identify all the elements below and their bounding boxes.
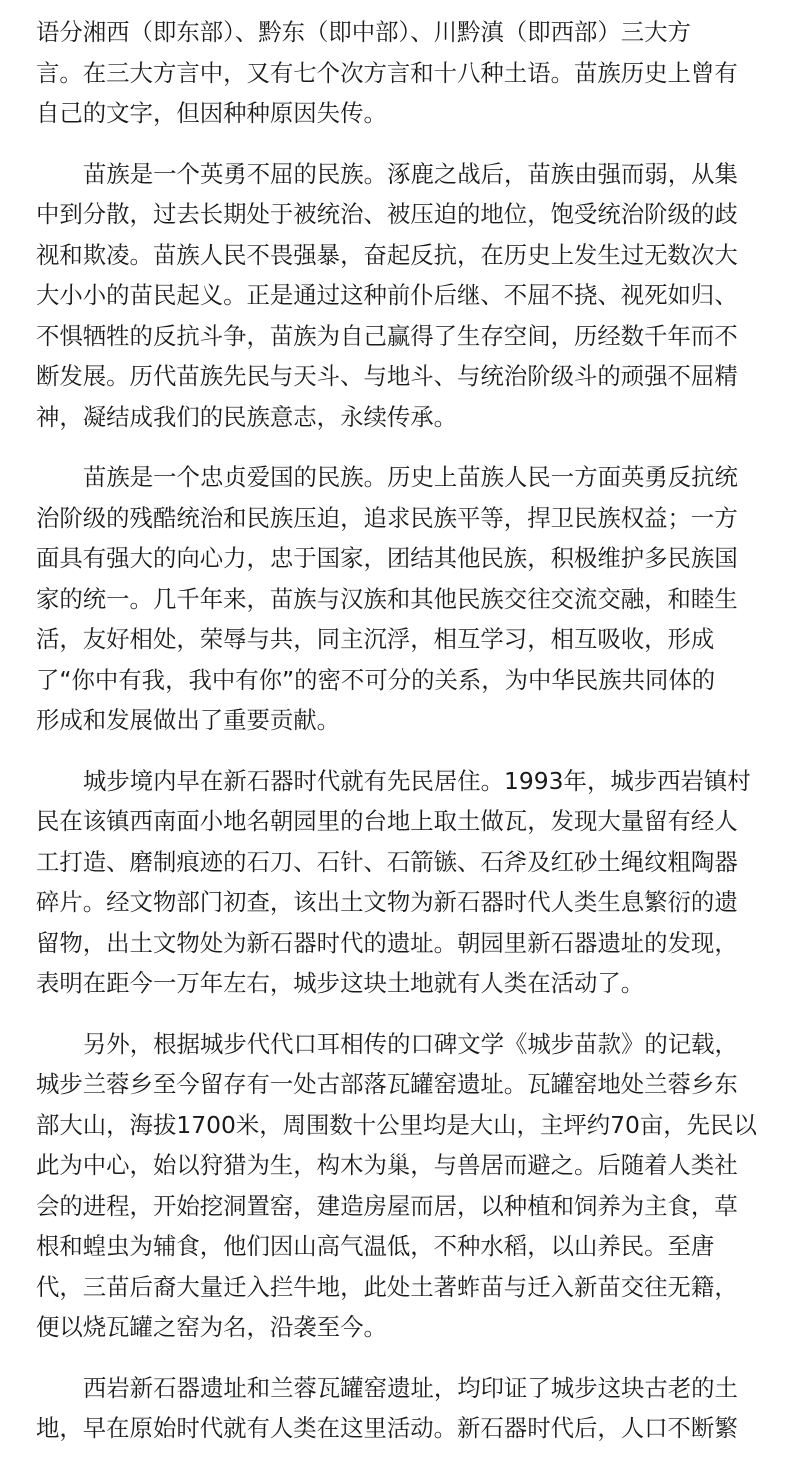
text-line: 地，早在原始时代就有人类在这里活动。新石器时代后，人口不断繁 bbox=[36, 1414, 738, 1442]
text-line: 不惧牺牲的反抗斗争，苗族为自己赢得了生存空间，历经数千年而不 bbox=[36, 321, 738, 350]
text-line: 碎片。经文物部门初查，该出土文物为新石器时代人类生息繁衍的遗 bbox=[36, 888, 738, 916]
paragraph bbox=[36, 457, 766, 741]
text-line: 视和欺凌。苗族人民不畏强暴，奋起反抗，在历史上发生过无数次大 bbox=[36, 240, 738, 269]
text-line: 城步境内早在新石器时代就有先民居住。1993年，城步西岩镇村 bbox=[83, 766, 751, 795]
text-line: 部大山，海拔1700米，周围数十公里均是大山，主坪约70亩，先民以 bbox=[36, 1110, 757, 1139]
text-line: 形成和发展做出了重要贡献。 bbox=[36, 706, 341, 734]
text-line: 工打造、磨制痕迹的石刀、石针、石箭镞、石斧及红砂土绳纹粗陶器 bbox=[36, 847, 738, 876]
paragraph bbox=[36, 1024, 766, 1348]
text-line: 民在该镇西南面小地名朝园里的台地上取土做瓦，发现大量留有经人 bbox=[36, 807, 738, 835]
text-line: 自己的文字，但因种种原因失传。 bbox=[36, 99, 387, 127]
text-line: 大小小的苗民起义。正是通过这种前仆后继、不屈不挠、视死如归、 bbox=[36, 281, 738, 309]
text-line: 苗族是一个英勇不屈的民族。涿鹿之战后，苗族由强而弱，从集 bbox=[83, 159, 738, 188]
text-line: 语分湘西（即东部）、黔东（即中部）、川黔滇（即西部）三大方 bbox=[36, 18, 691, 46]
text-line: 代，三苗后裔大量迁入拦牛地，此处土著蚱苗与迁入新苗交往无籍， bbox=[36, 1272, 738, 1301]
text-line: 神，凝结成我们的民族意志，永续传承。 bbox=[36, 402, 458, 431]
paragraph bbox=[36, 761, 766, 1004]
text-line: 会的进程，开始挖洞置窑，建造房屋而居，以种植和饲养为主食，草 bbox=[36, 1191, 738, 1220]
text-line: 面具有强大的向心力，忠于国家，团结其他民族，积极维护多民族国 bbox=[36, 544, 738, 572]
text-line: 家的统一。几千年来，苗族与汉族和其他民族交往交流交融，和睦生 bbox=[36, 584, 738, 613]
text-line: 言。在三大方言中，又有七个次方言和十八种土语。苗族历史上曾有 bbox=[36, 58, 738, 87]
text-line: 苗族是一个忠贞爱国的民族。历史上苗族人民一方面英勇反抗统 bbox=[83, 463, 738, 491]
text-line: 根和蝗虫为辅食，他们因山高气温低，不种水稻，以山养民。至唐 bbox=[36, 1232, 715, 1260]
text-line: 断发展。历代苗族先民与天斗、与地斗、与统治阶级斗的顽强不屈精 bbox=[36, 362, 738, 390]
text-line: 西岩新石器遗址和兰蓉瓦罐窑遗址，均印证了城步这块古老的土 bbox=[83, 1373, 738, 1402]
paragraph bbox=[36, 12, 766, 134]
text-line: 活，友好相处，荣辱与共，同主沉浮，相互学习，相互吸收，形成 bbox=[36, 625, 715, 653]
text-line: 另外，根据城步代代口耳相传的口碑文学《城步苗款》的记载， bbox=[83, 1029, 738, 1058]
document-body bbox=[36, 12, 766, 1469]
text-line: 城步兰蓉乡至今留存有一处古部落瓦罐窑遗址。瓦罐窑地处兰蓉乡东 bbox=[36, 1070, 738, 1098]
text-line: 了“你中有我，我中有你”的密不可分的关系，为中华民族共同体的 bbox=[36, 665, 716, 694]
text-line: 中到分散，过去长期处于被统治、被压迫的地位，饱受统治阶级的歧 bbox=[36, 200, 738, 228]
text-line: 留物，出土文物处为新石器时代的遗址。朝园里新石器遗址的发现， bbox=[36, 928, 738, 957]
text-line: 治阶级的残酷统治和民族压迫，追求民族平等，捍卫民族权益；一方 bbox=[36, 503, 738, 532]
text-line: 表明在距今一万年左右，城步这块土地就有人类在活动了。 bbox=[36, 969, 645, 997]
text-line: 便以烧瓦罐之窑为名，沿袭至今。 bbox=[36, 1313, 387, 1341]
paragraph bbox=[36, 154, 766, 438]
text-line: 此为中心，始以狩猎为生，构木为巢，与兽居而避之。后随着人类社 bbox=[36, 1151, 738, 1179]
paragraph bbox=[36, 1368, 766, 1449]
